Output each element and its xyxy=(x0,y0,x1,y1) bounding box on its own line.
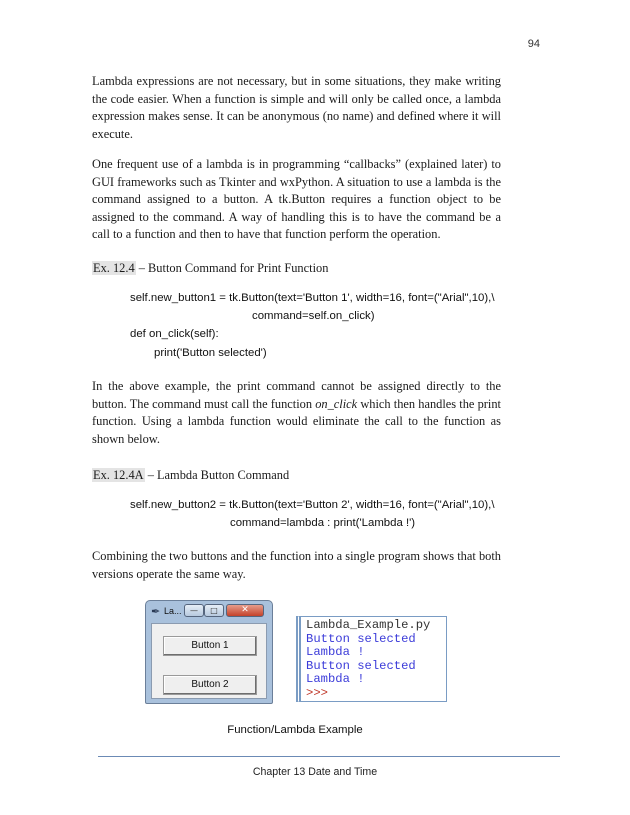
example-12-4a-title xyxy=(92,467,289,484)
paragraph-callbacks: One frequent use of a lambda is in programming “callbacks” (explained later) to GUI frameworks such as Tkinter and wxPython. A situation to use a lambda is the command assigned to a button. A tk.Button requires a function object to be assigned to the command. A way of handling this is to have the command be a call to a function and then to have that function perform the operation. xyxy=(92,157,501,242)
code-line: self.new_button1 = tk.Button(text='Button 1', width=16, font=("Arial",10),\ xyxy=(130,292,495,304)
shell-output-line: Button selected xyxy=(306,631,416,646)
shell-output-line: Lambda ! xyxy=(306,672,365,687)
footer-divider xyxy=(98,756,560,757)
page-number: 94 xyxy=(527,38,540,50)
tk-feather-icon: ✒ xyxy=(151,605,161,618)
chapter-footer: Chapter 13 Date and Time xyxy=(252,766,378,778)
window-title: La... xyxy=(164,606,182,616)
code-line: def on_click(self): xyxy=(130,328,219,340)
shell-filename: Lambda_Example.py xyxy=(306,618,431,632)
code-line: print('Button selected') xyxy=(154,347,267,359)
example-number: Ex. 12.4 xyxy=(93,261,135,275)
figure-caption: Function/Lambda Example xyxy=(227,724,363,736)
paragraph-combining: Combining the two buttons and the function into a single program shows that both versions operate the same way. xyxy=(92,549,501,581)
example-12-4-title xyxy=(92,260,328,277)
shell-output-line: Button selected xyxy=(306,658,416,673)
maximize-button: □ xyxy=(204,604,224,617)
shell-output-screenshot xyxy=(296,616,447,702)
button-2-image: Button 2 xyxy=(163,675,257,695)
example-title-text: – Lambda Button Command xyxy=(144,468,290,482)
paragraph-text: which then handles the print function. Using a lambda function would eliminate the call to the function as shown below. xyxy=(92,396,501,446)
button-1-image: Button 1 xyxy=(163,636,257,656)
shell-output-line: Lambda ! xyxy=(306,645,365,660)
code-line: self.new_button2 = tk.Button(text='Button 2', width=16, font=("Arial",10),\ xyxy=(130,499,495,511)
paragraph-on-click-explanation xyxy=(92,378,501,448)
code-line: command=lambda : print('Lambda !') xyxy=(230,517,416,529)
example-number: Ex. 12.4A xyxy=(93,468,144,482)
window-titlebar xyxy=(146,601,272,623)
example-title-text: – Button Command for Print Function xyxy=(135,261,329,275)
close-button: ✕ xyxy=(226,604,264,617)
paragraph-text: In the above example, the print command cannot be assigned directly to the button. The command must call the function xyxy=(92,379,501,411)
shell-prompt: >>> xyxy=(306,685,328,700)
paragraph-lambda-intro: Lambda expressions are not necessary, but in some situations, they make writing the code easier. When a function is simple and will only be called once, a lambda expression makes sense. It can be anonymous (no name) and defined where it will execute. xyxy=(92,74,501,141)
tk-window-screenshot xyxy=(145,600,273,704)
code-line: command=self.on_click) xyxy=(252,310,375,322)
function-name-emphasis: on_click xyxy=(315,396,358,411)
minimize-button: — xyxy=(184,604,204,617)
window-client-area xyxy=(151,623,267,699)
